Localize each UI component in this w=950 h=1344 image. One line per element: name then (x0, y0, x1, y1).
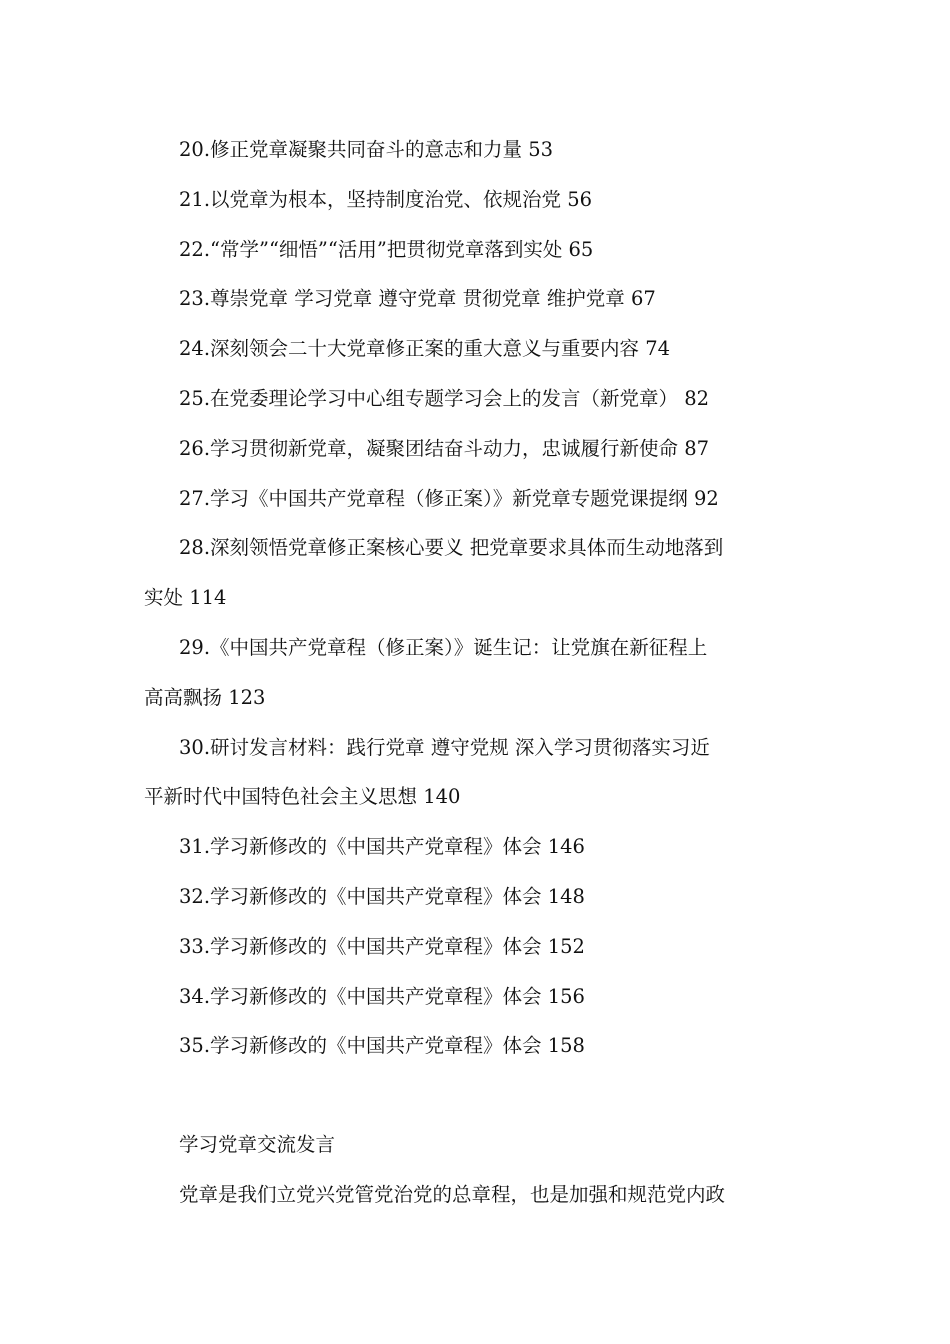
section-heading: 学习党章交流发言 (179, 1133, 336, 1156)
toc-entry: 20.修正党章凝聚共同奋斗的意志和力量 53 (179, 138, 554, 161)
toc-entry: 22.“常学”“细悟”“活用”把贯彻党章落到实处 65 (179, 237, 594, 261)
table-of-contents (144, 125, 814, 1071)
toc-entry-continuation: 实处 114 (144, 586, 227, 610)
body-section (144, 1120, 814, 1220)
toc-entry: 23.尊崇党章 学习党章 遵守党章 贯彻党章 维护党章 67 (179, 287, 656, 311)
toc-entry: 26.学习贯彻新党章，凝聚团结奋斗动力，忠诚履行新使命 87 (179, 436, 710, 460)
toc-entry: 34.学习新修改的《中国共产党章程》体会 156 (179, 984, 585, 1008)
toc-entry: 29.《中国共产党章程（修正案）》诞生记：让党旗在新征程上 (179, 635, 708, 659)
toc-entry: 24.深刻领会二十大党章修正案的重大意义与重要内容 74 (179, 337, 671, 361)
toc-entry: 32.学习新修改的《中国共产党章程》体会 148 (179, 884, 585, 908)
toc-entry: 25.在党委理论学习中心组专题学习会上的发言（新党章） 82 (179, 386, 710, 410)
body-paragraph: 党章是我们立党兴党管党治党的总章程，也是加强和规范党内政 (179, 1182, 726, 1206)
toc-entry: 21.以党章为根本，坚持制度治党、依规治党 56 (179, 187, 593, 211)
toc-entry: 33.学习新修改的《中国共产党章程》体会 152 (179, 934, 585, 958)
toc-entry-continuation: 高高飘扬 123 (144, 685, 266, 709)
toc-entry: 28.深刻领悟党章修正案核心要义 把党章要求具体而生动地落到 (179, 536, 724, 560)
toc-entry: 27.学习《中国共产党章程（修正案）》新党章专题党课提纲 92 (179, 486, 719, 510)
toc-entry-continuation: 平新时代中国特色社会主义思想 140 (144, 785, 461, 809)
toc-entry: 31.学习新修改的《中国共产党章程》体会 146 (179, 835, 585, 859)
toc-entry: 35.学习新修改的《中国共产党章程》体会 158 (179, 1034, 585, 1058)
toc-entry: 30.研讨发言材料：践行党章 遵守党规 深入学习贯彻落实习近 (179, 735, 710, 759)
